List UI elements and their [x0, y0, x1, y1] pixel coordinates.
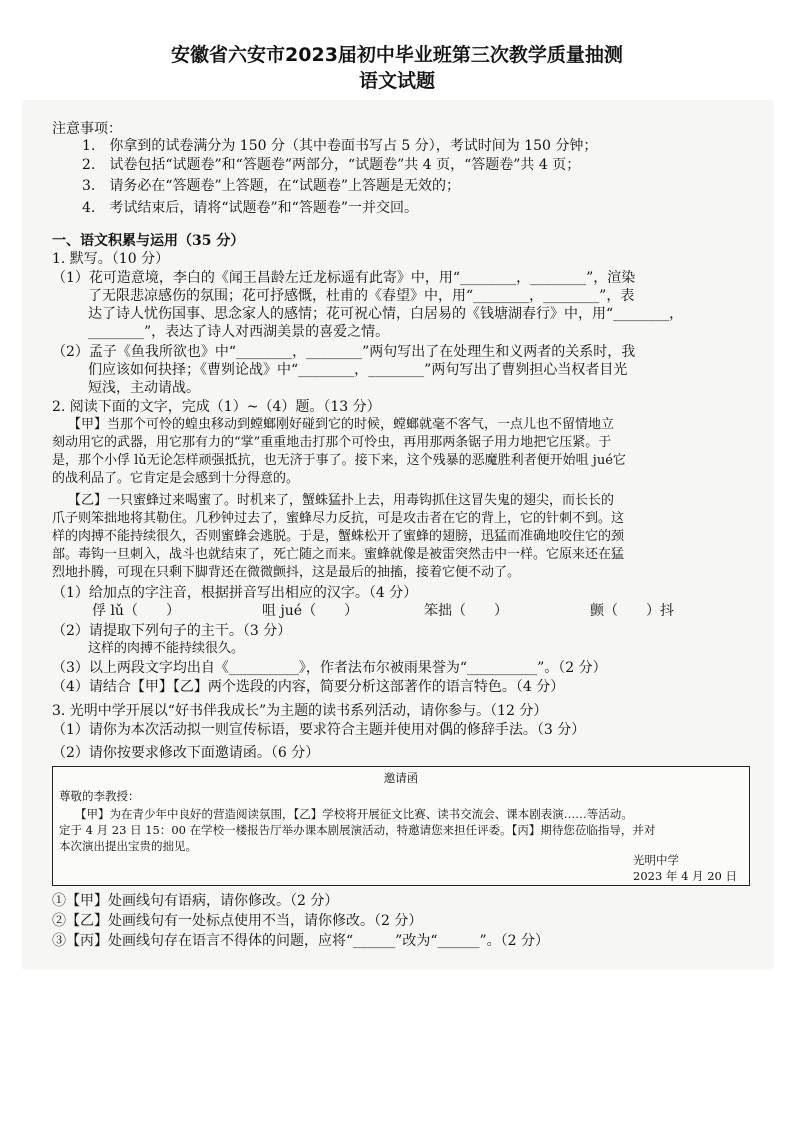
- pinyin-item: 笨拙（ ）: [424, 603, 508, 619]
- passage-b-line: 部。毒钩一旦刺入，战斗也就结束了，死亡随之而来。蜜蜂就像是被雷突然击中一样。它原来还在猛: [52, 547, 625, 562]
- question-1-2-line: 们应该如何抉择；《曹刿论战》中“________，________”两句写出了曹刿担心当权者目光: [88, 362, 628, 378]
- question-1-1-line: ________”，表达了诗人对西湖美景的喜爱之情。: [88, 324, 390, 340]
- sub-question-2: ②【乙】处画线句有一处标点使用不当，请你修改。（2 分）: [52, 913, 423, 929]
- passage-a-line: 是，那个小俘 lǔ无论怎样顽强抵抗，也无济于事了。接下来，这个残暴的恶魔胜利者便开始咀 jué它: [52, 453, 626, 468]
- passage-b-line: 爪子则笨拙地将其勒住。几秒钟过去了，蜜蜂尽力反抗，可是攻击者在它的背上，它的针刺不到。这: [52, 511, 625, 526]
- note-item-4: 4. 考试结束后，请将“试题卷”和“答题卷”一并交回。: [82, 200, 418, 216]
- passage-a-line: 【甲】当那个可怜的蝗虫移动到螳螂刚好碰到它的时候，螳螂就毫不客气，一点儿也不留情地立: [68, 417, 615, 432]
- question-2-3: （3）以上两段文字均出自《__________》，作者法布尔被雨果誉为“__________”。（2 分）: [52, 660, 607, 676]
- invitation-salutation: 尊敬的李教授：: [59, 789, 140, 803]
- passage-b-line: 【乙】一只蜜蜂过来喝蜜了。时机来了，蟹蛛猛扑上去，用毒钩抓住这冒失鬼的翅尖，而长长的: [68, 493, 615, 508]
- question-1-1-line: 了无限悲凉感伤的氛围；花可抒感慨，杜甫的《春望》中，用“________，________”，表: [88, 288, 635, 304]
- note-item-2: 2. 试卷包括“试题卷”和“答题卷”两部分，“试题卷”共 4 页，“答题卷”共 4 页；: [82, 157, 581, 173]
- pinyin-item: 颤（ ）抖: [590, 603, 674, 619]
- pinyin-item: 咀 jué（ ）: [262, 603, 359, 619]
- question-1-2-line: 短浅，主动请战。: [88, 380, 200, 396]
- question-1-1-line: 达了诗人忧伤国事、思念家人的感情；花可祝心情，白居易的《钱塘湖春行》中，用“________，: [88, 306, 684, 322]
- invitation-body-line: 本次演出提出宝贵的拙见。: [59, 839, 197, 853]
- sub-question-1: ①【甲】处画线句有语病，请你修改。（2 分）: [52, 893, 339, 909]
- question-2-2: （2）请提取下列句子的主干。（3 分）: [52, 623, 292, 639]
- note-item-1: 1. 你拿到的试卷满分为 150 分（其中卷面书写占 5 分），考试时间为 150 分钟；: [82, 138, 598, 154]
- question-1-1-line: （1）花可造意境，李白的《闻王昌龄左迁龙标遥有此寄》中，用“________，________”，渲染: [52, 270, 636, 286]
- note-item-3: 3. 请务必在“答题卷”上答题，在“试题卷”上答题是无效的；: [82, 178, 460, 194]
- invitation-box: [52, 766, 750, 886]
- notes-heading: 注意事项：: [52, 121, 122, 137]
- sub-question-3: ③【丙】处画线句存在语言不得体的问题，应将“______”改为“______”。（2 分）: [52, 933, 549, 949]
- invitation-body-line: 【甲】为在青少年中良好的营造阅读氛围，【乙】学校将开展征文比赛、读书交流会、课本剧表演……等活动。: [75, 807, 633, 821]
- question-2-4: （4）请结合【甲】【乙】两个选段的内容，简要分析这部著作的语言特色。（4 分）: [52, 679, 565, 695]
- question-1-heading: 1. 默写。（10 分）: [52, 251, 170, 267]
- exam-title: 安徽省六安市2023届初中毕业班第三次教学质量抽测: [171, 44, 623, 66]
- question-3-heading: 3. 光明中学开展以“好书伴我成长”为主题的读书系列活动，请你参与。（12 分）: [52, 703, 548, 719]
- exam-subtitle: 语文试题: [358, 70, 435, 92]
- invitation-title: 邀请函: [383, 771, 419, 785]
- invitation-body-line: 定于 4 月 23 日 15：00 在学校一楼报告厅举办课本剧展演活动，特邀请您来担任评委。【丙】期待您莅临指导，并对: [59, 823, 656, 837]
- question-3-2: （2）请你按要求修改下面邀请函。（6 分）: [52, 745, 320, 761]
- question-2-2-sentence: 这样的肉搏不能持续很久。: [88, 641, 245, 656]
- question-2-heading: 2. 阅读下面的文字，完成（1）~（4）题。（13 分）: [52, 399, 381, 415]
- invitation-signature: 光明中学: [633, 853, 679, 867]
- section-heading: 一、语文积累与运用（35 分）: [52, 233, 245, 249]
- pinyin-item: 俘 lǔ（ ）: [92, 603, 180, 619]
- passage-a-line: 刻动用它的武器，用它那有力的“掌”重重地击打那个可怜虫，再用那两条锯子用力地把它压紧。于: [52, 435, 612, 450]
- question-2-1: （1）给加点的字注音，根据拼音写出相应的汉字。（4 分）: [52, 585, 418, 601]
- passage-b-line: 样的肉搏不能持续很久，否则蜜蜂会逃脱。于是，蟹蛛松开了蜜蜂的翅膀，迅猛而准确地咬住它的颈: [52, 529, 625, 544]
- passage-b-line: 烈地扑腾，可现在只剩下脚背还在微微颤抖，这是最后的抽搐，接着它便不动了。: [52, 565, 521, 580]
- question-3-1: （1）请你为本次活动拟一则宣传标语，要求符合主题并使用对偶的修辞手法。（3 分）: [52, 722, 586, 738]
- passage-a-line: 的战利品了。它肯定是会感到十分得意的。: [52, 471, 300, 486]
- invitation-date: 2023 年 4 月 20 日: [633, 869, 737, 883]
- question-1-2-line: （2）孟子《鱼我所欲也》中“________，________”两句写出了在处理生和义两者的关系时，我: [52, 344, 636, 360]
